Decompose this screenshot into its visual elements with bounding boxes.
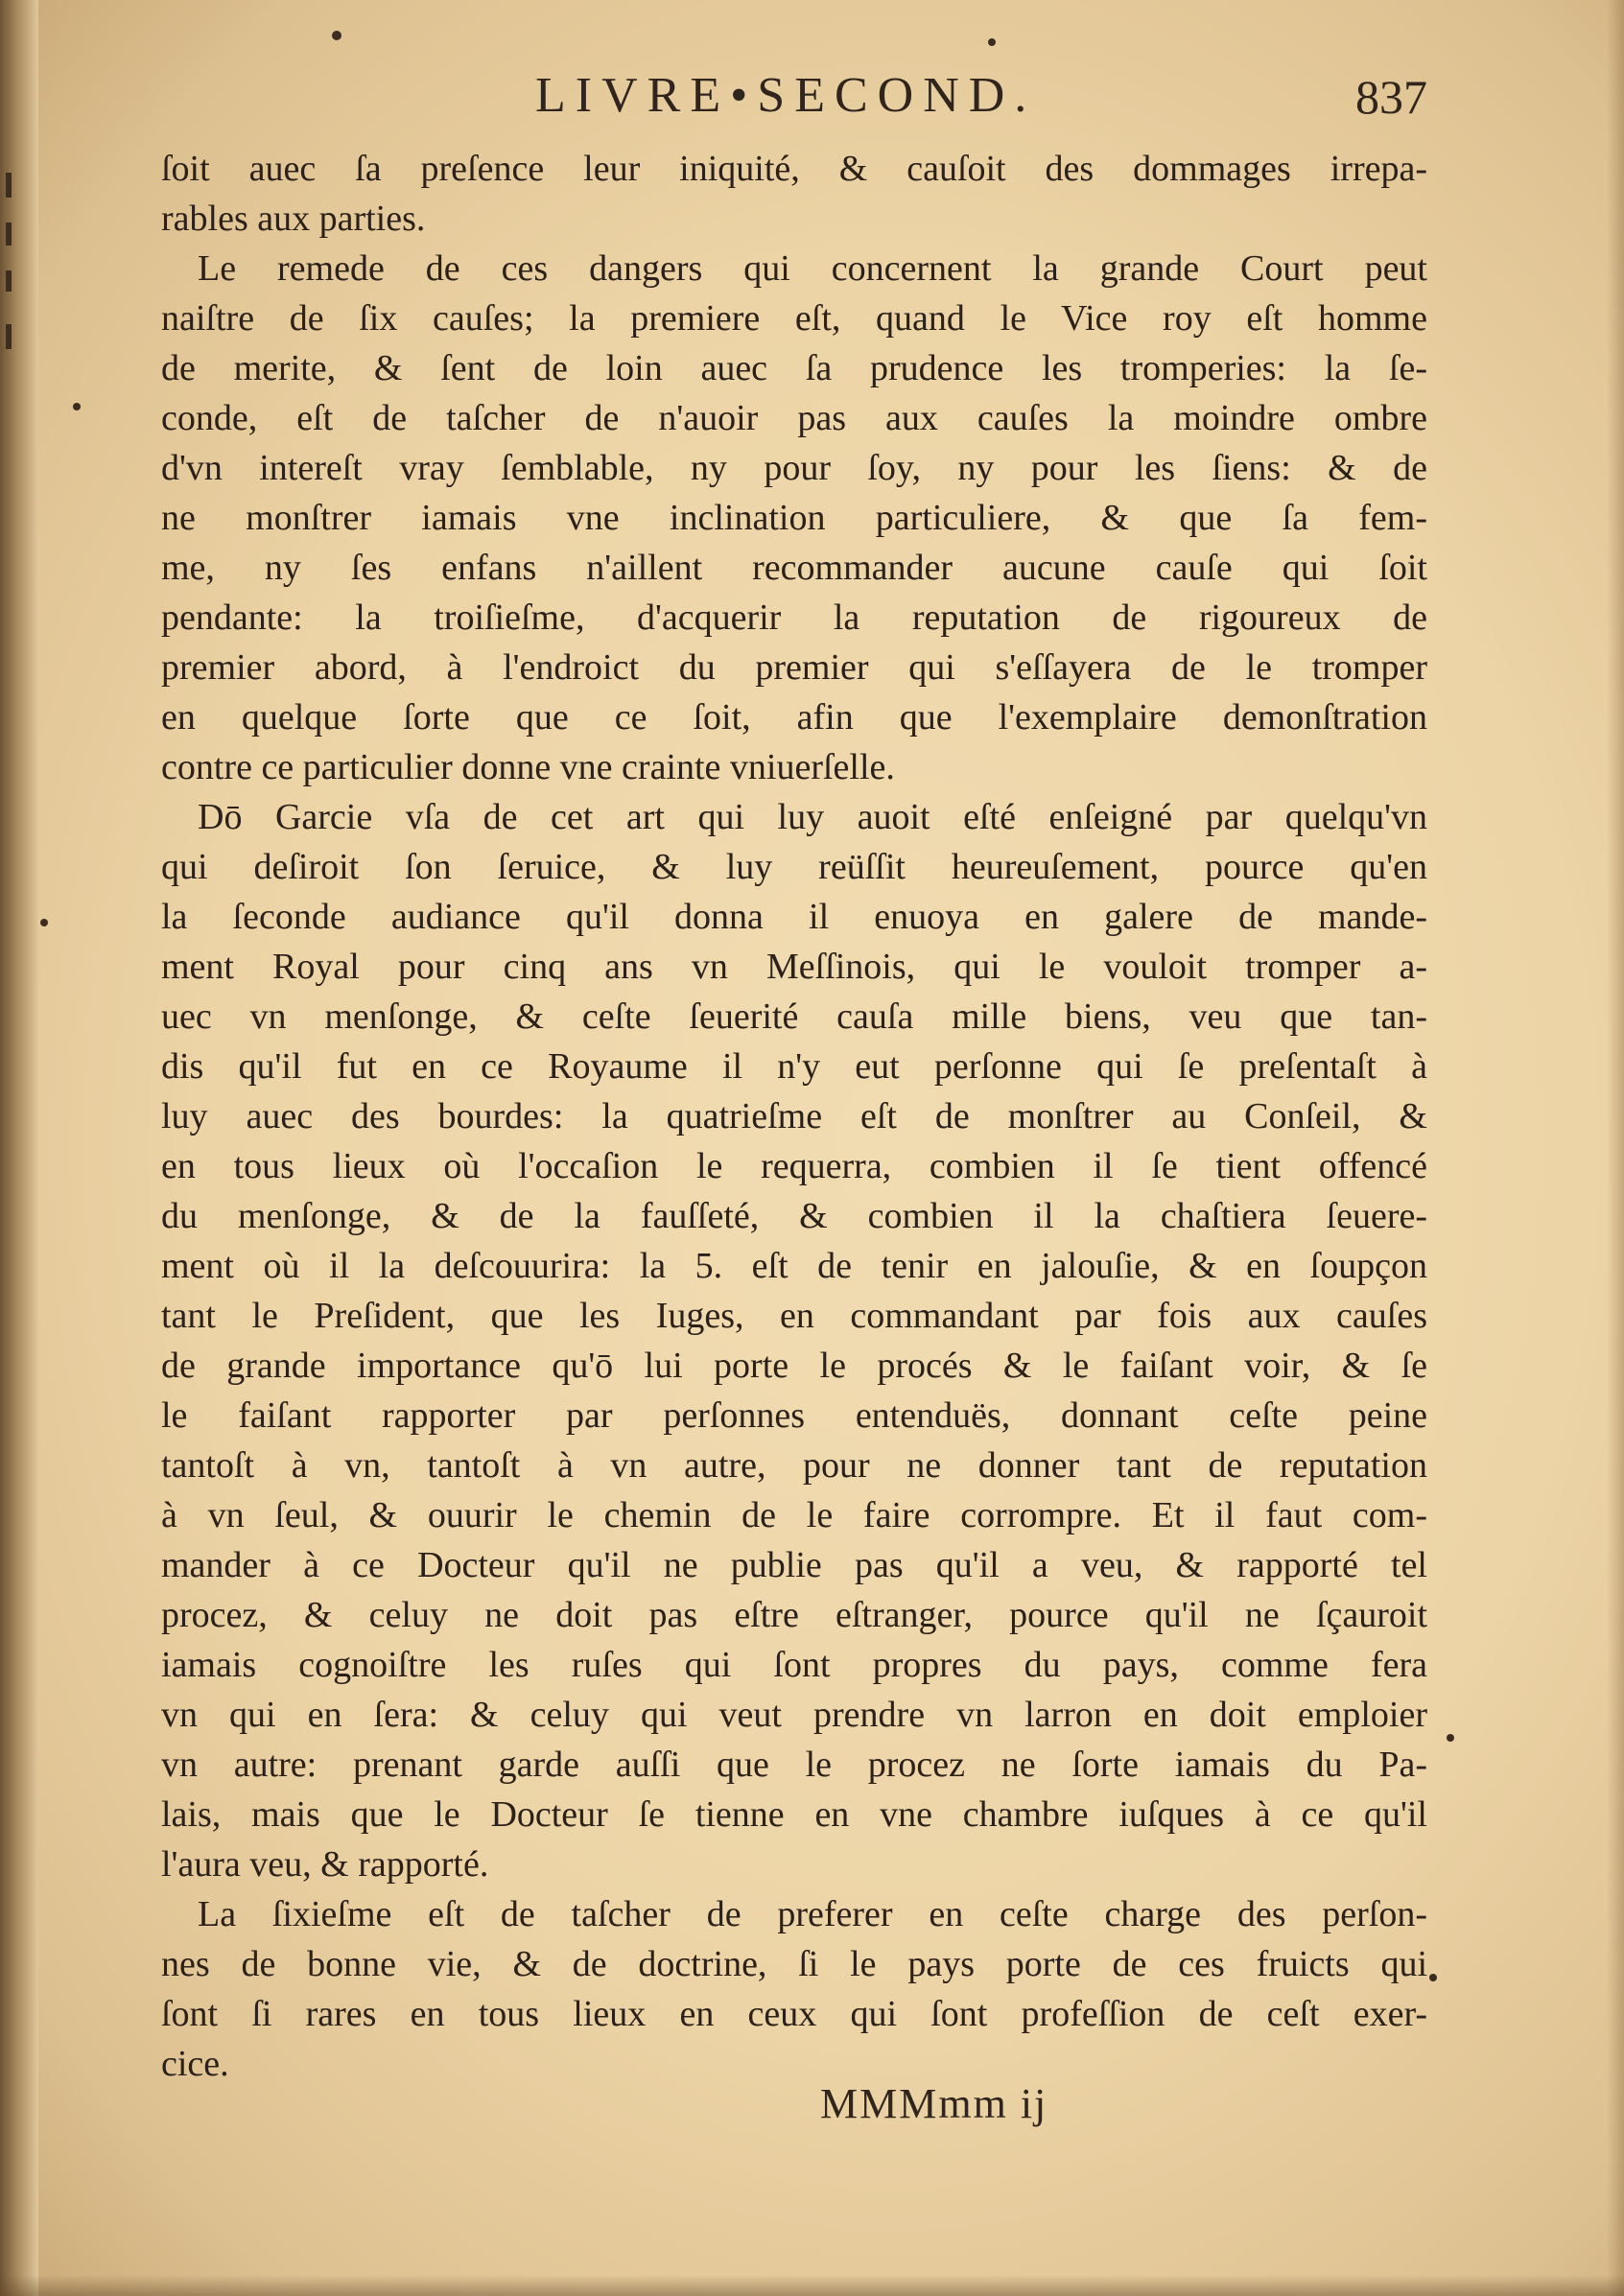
text-line: du menſonge, & de la fauſſeté, & combien il la chaſtiera ſeuere- [161,1196,1427,1236]
text-line: de grande importance qu'ō lui porte le procés & le faiſant voir, & ſe [161,1346,1427,1386]
text-line: ment Royal pour cinq ans vn Meſſinois, qui le vouloit tromper a- [161,947,1427,987]
text-line: vn autre: prenant garde auſſi que le procez ne ſorte iamais du Pa- [161,1745,1427,1785]
text-line: vn qui en ſera: & celuy qui veut prendre vn larron en doit emploier [161,1695,1427,1735]
text-line: qui deſiroit ſon ſeruice, & luy reüſſit heureuſement, pource qu'en [161,847,1427,887]
text-line: Dō Garcie vſa de cet art qui luy auoit eſté enſeigné par quelqu'vn [198,797,1427,837]
text-line: tant le Preſident, que les Iuges, en commandant par fois aux cauſes [161,1296,1427,1336]
text-line: en quelque ſorte que ce ſoit, afin que l'exemplaire demonſtration [161,697,1427,738]
text-line: dis qu'il fut en ce Royaume il n'y eut perſonne qui ſe preſentaſt à [161,1046,1427,1087]
text-line: pendante: la troiſieſme, d'acquerir la reputation de rigoureux de [161,597,1427,638]
text-line: lais, mais que le Docteur ſe tienne en vne chambre iuſques à ce qu'il [161,1794,1427,1835]
body-text [161,144,1427,2089]
page-number: 837 [1355,70,1427,124]
signature-catchword: MMMmm ij [820,2080,1048,2127]
text-line: à vn ſeul, & ouurir le chemin de le faire corrompre. Et il faut com- [161,1495,1427,1535]
text-line: le faiſant rapporter par perſonnes entenduës, donnant ceſte peine [161,1395,1427,1436]
ink-speck [1447,1734,1454,1742]
text-line: ment où il la deſcouurira: la 5. eſt de tenir en jalouſie, & en ſoupçon [161,1246,1427,1286]
ink-speck [40,919,48,926]
gutter-mark [6,173,12,198]
text-line: uec vn menſonge, & ceſte ſeuerité cauſa mille biens, veu que tan- [161,996,1427,1037]
text-line: Le remede de ces dangers qui concernent la grande Court peut [198,248,1427,289]
page-content [161,67,1427,2089]
text-line: iamais cognoiſtre les ruſes qui ſont propres du pays, comme fera [161,1645,1427,1685]
text-line: La ſixieſme eſt de taſcher de preferer en ceſte charge des perſon- [198,1894,1427,1934]
text-line: la ſeconde audiance qu'il donna il enuoya en galere de mande- [161,897,1427,937]
text-line: ſoit auec ſa preſence leur iniquité, & cauſoit des dommages irrepa- [161,149,1427,189]
text-line: rables aux parties. [161,199,426,239]
text-line: procez, & celuy ne doit pas eſtre eſtranger, pource qu'il ne ſçauroit [161,1595,1427,1635]
text-line: luy auec des bourdes: la quatrieſme eſt de monſtrer au Conſeil, & [161,1096,1427,1136]
ink-speck [73,403,81,410]
text-line: nes de bonne vie, & de doctrine, ſi le pays porte de ces fruicts qui [161,1944,1427,1984]
gutter-mark [6,324,12,349]
ink-speck [1429,1974,1437,1981]
ink-speck [332,31,341,40]
text-line: de merite, & ſent de loin auec ſa prudence les tromperies: la ſe- [161,348,1427,388]
gutter-mark [6,223,12,246]
text-line: naiſtre de ſix cauſes; la premiere eſt, quand le Vice roy eſt homme [161,298,1427,339]
running-head [161,67,1427,144]
text-line: mander à ce Docteur qu'il ne publie pas qu'il a veu, & rapporté tel [161,1545,1427,1585]
text-line: contre ce particulier donne vne crainte vniuerſelle. [161,747,895,787]
text-line: l'aura veu, & rapporté. [161,1844,489,1885]
text-line: premier abord, à l'endroict du premier qui s'eſſayera de le tromper [161,647,1427,688]
text-line: cice. [161,2044,229,2084]
text-line: ſont ſi rares en tous lieux en ceux qui ſont profeſſion de ceſt exer- [161,1994,1427,2034]
text-line: conde, eſt de taſcher de n'auoir pas aux cauſes la moindre ombre [161,398,1427,438]
page-edge-right [1607,0,1624,2296]
ink-speck [988,38,996,46]
text-line: me, ny ſes enfans n'aillent recommander aucune cauſe qui ſoit [161,548,1427,588]
text-line: ne monſtrer iamais vne inclination particuliere, & que ſa fem- [161,498,1427,538]
text-line: tantoſt à vn, tantoſt à vn autre, pour ne donner tant de reputation [161,1445,1427,1486]
gutter-mark [6,270,12,292]
text-line: en tous lieux où l'occaſion le requerra, combien il ſe tient offencé [161,1146,1427,1186]
text-line: d'vn intereſt vray ſemblable, ny pour ſoy, ny pour les ſiens: & de [161,448,1427,488]
running-title: LIVRE•SECOND. [535,68,1037,123]
page-edge-bottom [0,2275,1624,2296]
